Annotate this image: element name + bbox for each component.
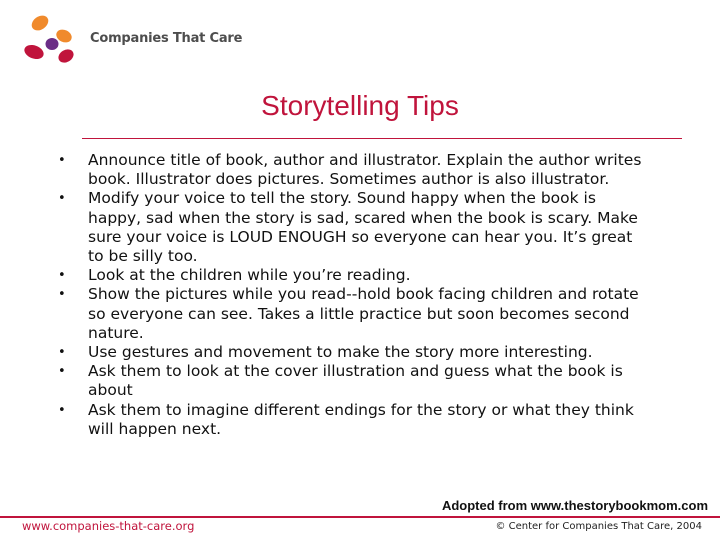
tip-line: to be silly too. <box>88 247 198 266</box>
bullet-icon: • <box>58 287 66 303</box>
bullet-icon: • <box>58 268 66 284</box>
tips-list <box>56 151 676 439</box>
footer-copyright: © Center for Companies That Care, 2004 <box>495 521 702 532</box>
footer-divider <box>0 516 720 518</box>
tip-line: nature. <box>88 323 144 342</box>
tip-item <box>56 266 676 285</box>
companies-that-care-logo <box>22 14 80 66</box>
tip-line: Ask them to imagine different endings for the story or what they think <box>88 400 634 419</box>
bullet-icon: • <box>58 402 66 418</box>
tip-line: Modify your voice to tell the story. Sound happy when the book is <box>88 189 596 208</box>
tip-item <box>56 343 676 362</box>
tip-line: Use gestures and movement to make the story more interesting. <box>88 343 593 362</box>
title-divider <box>82 138 682 139</box>
source-credit: Adopted from www.thestorybookmom.com <box>441 498 708 513</box>
tip-line: sure your voice is LOUD ENOUGH so everyone can hear you. It’s great <box>88 227 633 246</box>
tip-line: Look at the children while you’re reading. <box>88 266 411 285</box>
slide-title: Storytelling Tips <box>261 90 459 121</box>
tip-line: happy, sad when the story is sad, scared when the book is scary. Make <box>88 208 638 227</box>
tip-line: Announce title of book, author and illustrator. Explain the author writes <box>88 151 642 169</box>
bullet-icon: • <box>58 345 66 361</box>
logo-purple-drop <box>46 38 59 50</box>
logo-red-leaf <box>22 42 45 61</box>
bullet-icon: • <box>58 191 66 207</box>
tip-line: will happen next. <box>88 419 222 438</box>
tip-item <box>56 285 676 343</box>
logo-red-drop <box>56 47 76 65</box>
footer-website: www.companies-that-care.org <box>22 519 195 533</box>
tip-line: Show the pictures while you read--hold book facing children and rotate <box>88 285 639 304</box>
brand-name: Companies That Care <box>90 31 243 46</box>
tip-item <box>56 189 676 266</box>
logo-orange-leaf <box>29 14 51 33</box>
tip-item <box>56 362 676 400</box>
tip-line: book. Illustrator does pictures. Sometimes author is also illustrator. <box>88 170 610 189</box>
bullet-icon: • <box>58 364 66 380</box>
tip-item <box>56 151 676 189</box>
tip-line: so everyone can see. Takes a little practice but soon becomes second <box>88 304 630 323</box>
bullet-icon: • <box>58 153 66 168</box>
tip-line: Ask them to look at the cover illustration and guess what the book is <box>88 362 623 381</box>
tip-line: about <box>88 381 133 400</box>
tip-item <box>56 401 676 439</box>
